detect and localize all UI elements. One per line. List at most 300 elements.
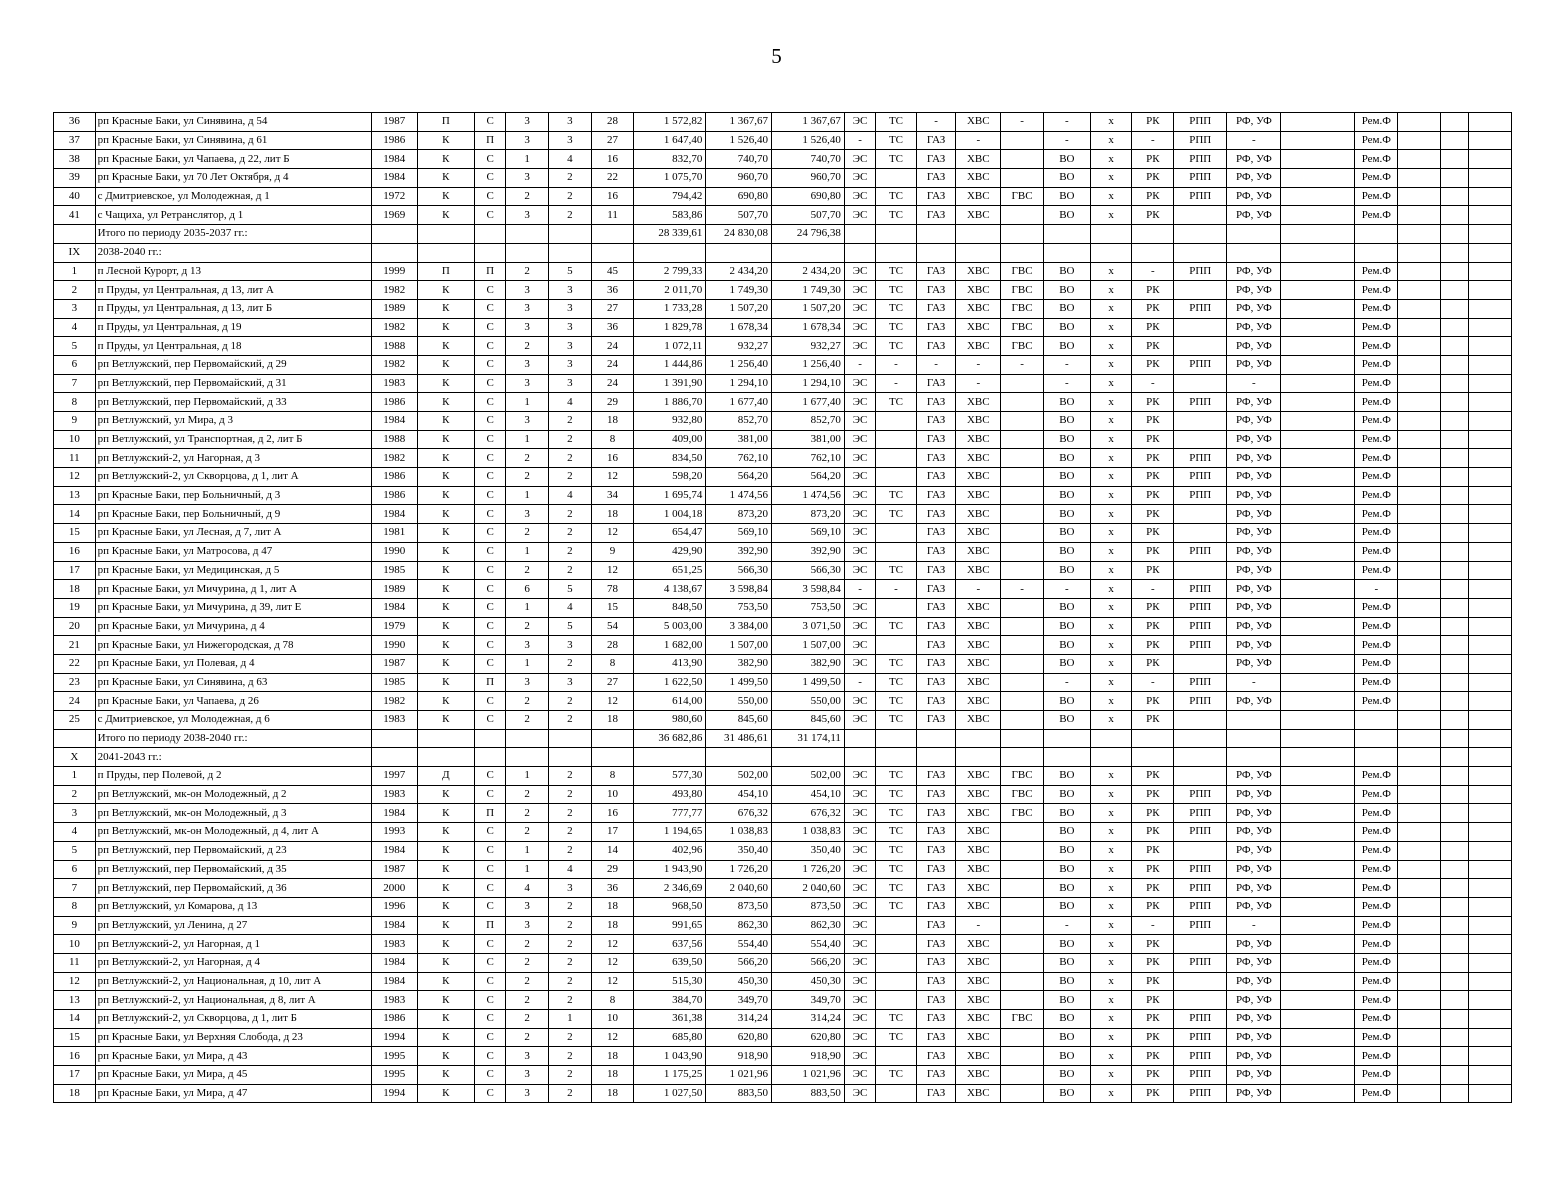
table-cell bbox=[1001, 374, 1044, 393]
table-cell: ХВС bbox=[956, 841, 1001, 860]
table-cell: ВО bbox=[1043, 150, 1090, 169]
table-cell bbox=[1001, 972, 1044, 991]
table-cell bbox=[1398, 767, 1441, 786]
table-row bbox=[54, 131, 1512, 150]
table-cell: ГАЗ bbox=[916, 785, 956, 804]
table-cell: 2 bbox=[548, 841, 591, 860]
table-cell: 12 bbox=[54, 972, 96, 991]
table-cell bbox=[1090, 729, 1132, 748]
table-cell bbox=[876, 935, 917, 954]
table-cell: 1995 bbox=[371, 1047, 417, 1066]
table-cell: ГВС bbox=[1001, 804, 1044, 823]
table-cell: РФ, УФ bbox=[1227, 262, 1281, 281]
table-cell: Рем.Ф bbox=[1355, 505, 1398, 524]
table-cell bbox=[1440, 804, 1468, 823]
table-cell bbox=[844, 243, 875, 262]
table-cell: 4 bbox=[548, 486, 591, 505]
table-cell: К bbox=[417, 299, 474, 318]
table-cell: рп Красные Баки, пер Больничный, д 3 bbox=[95, 486, 371, 505]
table-cell: ГАЗ bbox=[916, 542, 956, 561]
table-cell: 1983 bbox=[371, 935, 417, 954]
table-cell bbox=[1440, 1010, 1468, 1029]
table-cell: К bbox=[417, 636, 474, 655]
table-cell bbox=[1469, 916, 1512, 935]
table-cell: ЭС bbox=[844, 169, 875, 188]
table-cell: РК bbox=[1132, 841, 1174, 860]
table-cell: - bbox=[1132, 374, 1174, 393]
table-cell: 852,70 bbox=[771, 412, 844, 431]
table-cell bbox=[1174, 430, 1227, 449]
table-cell: ГАЗ bbox=[916, 374, 956, 393]
table-cell: ГАЗ bbox=[916, 598, 956, 617]
table-cell: ХВС bbox=[956, 206, 1001, 225]
table-cell: ТС bbox=[876, 486, 917, 505]
table-cell: 932,80 bbox=[634, 412, 706, 431]
table-cell: ГАЗ bbox=[916, 318, 956, 337]
table-cell: 1 507,20 bbox=[706, 299, 772, 318]
table-cell: 1 572,82 bbox=[634, 113, 706, 132]
table-cell: 3 bbox=[548, 318, 591, 337]
table-cell: Рем.Ф bbox=[1355, 131, 1398, 150]
table-cell bbox=[1281, 206, 1355, 225]
table-cell: Рем.Ф bbox=[1355, 860, 1398, 879]
table-cell: 15 bbox=[591, 598, 634, 617]
table-cell bbox=[1001, 1084, 1044, 1103]
table-cell: ХВС bbox=[956, 711, 1001, 730]
table-cell: С bbox=[475, 879, 506, 898]
table-cell bbox=[1281, 542, 1355, 561]
table-cell: РФ, УФ bbox=[1227, 542, 1281, 561]
table-cell: К bbox=[417, 1047, 474, 1066]
table-cell: 1 bbox=[506, 150, 549, 169]
table-cell: ГАЗ bbox=[916, 486, 956, 505]
table-cell: 1 367,67 bbox=[771, 113, 844, 132]
table-cell: 15 bbox=[54, 524, 96, 543]
table-cell: РПП bbox=[1174, 897, 1227, 916]
table-cell bbox=[1469, 1066, 1512, 1085]
table-cell: - bbox=[1227, 131, 1281, 150]
table-cell bbox=[1469, 113, 1512, 132]
table-cell: РПП bbox=[1174, 262, 1227, 281]
table-cell bbox=[876, 636, 917, 655]
table-cell: 11 bbox=[54, 953, 96, 972]
table-cell: П bbox=[475, 262, 506, 281]
table-cell: 1984 bbox=[371, 412, 417, 431]
table-cell bbox=[1398, 169, 1441, 188]
table-cell: ХВС bbox=[956, 169, 1001, 188]
table-cell bbox=[1440, 767, 1468, 786]
table-cell: с Дмитриевское, ул Молодежная, д 6 bbox=[95, 711, 371, 730]
table-cell bbox=[1469, 860, 1512, 879]
table-cell: П bbox=[475, 804, 506, 823]
table-cell: ВО bbox=[1043, 860, 1090, 879]
table-cell: ХВС bbox=[956, 654, 1001, 673]
table-cell: 740,70 bbox=[706, 150, 772, 169]
table-cell: Рем.Ф bbox=[1355, 262, 1398, 281]
table-cell bbox=[1227, 243, 1281, 262]
table-cell: 620,80 bbox=[771, 1028, 844, 1047]
table-cell: 454,10 bbox=[771, 785, 844, 804]
table-cell: 361,38 bbox=[634, 1010, 706, 1029]
table-cell: РПП bbox=[1174, 355, 1227, 374]
table-cell: 27 bbox=[591, 673, 634, 692]
table-cell: 7 bbox=[54, 879, 96, 898]
table-cell: ТС bbox=[876, 281, 917, 300]
table-cell: х bbox=[1090, 860, 1132, 879]
table-cell: РФ, УФ bbox=[1227, 430, 1281, 449]
table-cell: ГАЗ bbox=[916, 1047, 956, 1066]
table-cell bbox=[1469, 617, 1512, 636]
table-cell: РФ, УФ bbox=[1227, 823, 1281, 842]
table-cell: ГАЗ bbox=[916, 430, 956, 449]
table-cell: 550,00 bbox=[771, 692, 844, 711]
table-cell bbox=[371, 225, 417, 244]
table-cell bbox=[916, 225, 956, 244]
table-cell bbox=[1281, 654, 1355, 673]
table-cell bbox=[1398, 1066, 1441, 1085]
table-cell: х bbox=[1090, 505, 1132, 524]
table-cell: РФ, УФ bbox=[1227, 561, 1281, 580]
table-row bbox=[54, 654, 1512, 673]
table-cell bbox=[1398, 841, 1441, 860]
table-cell: 1 391,90 bbox=[634, 374, 706, 393]
table-cell: 1 bbox=[506, 767, 549, 786]
table-cell bbox=[1469, 374, 1512, 393]
table-cell: рп Красные Баки, ул Мичурина, д 39, лит Е bbox=[95, 598, 371, 617]
table-cell bbox=[548, 748, 591, 767]
table-cell: 1982 bbox=[371, 281, 417, 300]
table-cell: ГАЗ bbox=[916, 281, 956, 300]
table-cell bbox=[548, 729, 591, 748]
table-cell: IX bbox=[54, 243, 96, 262]
table-cell: 2 bbox=[506, 262, 549, 281]
table-cell: С bbox=[475, 636, 506, 655]
table-cell: 14 bbox=[54, 505, 96, 524]
table-cell: 1 bbox=[54, 262, 96, 281]
table-cell: ГАЗ bbox=[916, 692, 956, 711]
table-cell: 23 bbox=[54, 673, 96, 692]
table-cell: С bbox=[475, 1066, 506, 1085]
table-cell: х bbox=[1090, 412, 1132, 431]
table-cell: 566,20 bbox=[706, 953, 772, 972]
table-cell: 794,42 bbox=[634, 187, 706, 206]
table-cell: К bbox=[417, 692, 474, 711]
table-cell: С bbox=[475, 1084, 506, 1103]
table-cell: ХВС bbox=[956, 879, 1001, 898]
table-cell: ЭС bbox=[844, 897, 875, 916]
table-cell: 583,86 bbox=[634, 206, 706, 225]
table-cell: 515,30 bbox=[634, 972, 706, 991]
table-row bbox=[54, 355, 1512, 374]
table-cell: 3 bbox=[548, 337, 591, 356]
table-row bbox=[54, 897, 1512, 916]
table-cell bbox=[1398, 486, 1441, 505]
table-cell: ГАЗ bbox=[916, 804, 956, 823]
table-cell: Рем.Ф bbox=[1355, 823, 1398, 842]
table-cell: ГАЗ bbox=[916, 262, 956, 281]
table-cell bbox=[1174, 225, 1227, 244]
table-cell: 834,50 bbox=[634, 449, 706, 468]
table-cell: РК bbox=[1132, 281, 1174, 300]
table-cell: 9 bbox=[54, 412, 96, 431]
table-cell: РК bbox=[1132, 1047, 1174, 1066]
table-cell bbox=[1281, 262, 1355, 281]
table-cell: 1984 bbox=[371, 598, 417, 617]
table-cell bbox=[1469, 505, 1512, 524]
table-cell: п Пруды, ул Центральная, д 13, лит А bbox=[95, 281, 371, 300]
table-cell: РК bbox=[1132, 785, 1174, 804]
table-cell: ТС bbox=[876, 206, 917, 225]
table-cell: х bbox=[1090, 430, 1132, 449]
table-cell: К bbox=[417, 449, 474, 468]
table-cell: 54 bbox=[591, 617, 634, 636]
table-cell: 1 726,20 bbox=[771, 860, 844, 879]
table-cell: 18 bbox=[591, 505, 634, 524]
table-cell: 1 733,28 bbox=[634, 299, 706, 318]
table-cell: 14 bbox=[591, 841, 634, 860]
table-cell: 17 bbox=[54, 1066, 96, 1085]
table-cell bbox=[1469, 953, 1512, 972]
table-cell: 873,50 bbox=[771, 897, 844, 916]
table-cell: ВО bbox=[1043, 486, 1090, 505]
table-cell: 3 bbox=[506, 169, 549, 188]
table-cell bbox=[1398, 374, 1441, 393]
table-cell: С bbox=[475, 468, 506, 487]
table-cell: ВО bbox=[1043, 1066, 1090, 1085]
table-cell: 1 038,83 bbox=[706, 823, 772, 842]
table-cell bbox=[1001, 225, 1044, 244]
table-cell: К bbox=[417, 1028, 474, 1047]
table-cell: 6 bbox=[506, 580, 549, 599]
table-row bbox=[54, 299, 1512, 318]
table-cell: РФ, УФ bbox=[1227, 580, 1281, 599]
table-cell bbox=[876, 468, 917, 487]
table-cell bbox=[1440, 953, 1468, 972]
table-row bbox=[54, 636, 1512, 655]
table-cell: ХВС bbox=[956, 598, 1001, 617]
table-cell: 382,90 bbox=[771, 654, 844, 673]
table-cell: 3 bbox=[506, 131, 549, 150]
table-cell: ЭС bbox=[844, 1047, 875, 1066]
table-cell: С bbox=[475, 580, 506, 599]
table-cell bbox=[1174, 935, 1227, 954]
table-cell: Рем.Ф bbox=[1355, 113, 1398, 132]
table-cell: ГВС bbox=[1001, 767, 1044, 786]
table-cell: 2 bbox=[548, 524, 591, 543]
table-cell bbox=[1355, 243, 1398, 262]
table-cell: ВО bbox=[1043, 542, 1090, 561]
table-row bbox=[54, 673, 1512, 692]
table-cell: 15 bbox=[54, 1028, 96, 1047]
table-cell: 1 bbox=[54, 767, 96, 786]
table-cell: С bbox=[475, 841, 506, 860]
table-cell bbox=[1001, 430, 1044, 449]
table-cell: РПП bbox=[1174, 468, 1227, 487]
table-cell: ХВС bbox=[956, 468, 1001, 487]
table-cell: 18 bbox=[591, 1066, 634, 1085]
table-cell bbox=[1440, 654, 1468, 673]
table-cell: ВО bbox=[1043, 1084, 1090, 1103]
table-cell: РФ, УФ bbox=[1227, 150, 1281, 169]
table-cell: 1984 bbox=[371, 804, 417, 823]
table-cell: 38 bbox=[54, 150, 96, 169]
table-cell: 1983 bbox=[371, 711, 417, 730]
table-cell: 1999 bbox=[371, 262, 417, 281]
table-cell: 2 bbox=[548, 1028, 591, 1047]
table-cell: ХВС bbox=[956, 430, 1001, 449]
table-cell: 8 bbox=[591, 767, 634, 786]
table-cell: 9 bbox=[591, 542, 634, 561]
table-cell: ЭС bbox=[844, 972, 875, 991]
table-cell bbox=[1281, 393, 1355, 412]
table-cell bbox=[1132, 729, 1174, 748]
table-cell: К bbox=[417, 711, 474, 730]
table-cell: ГАЗ bbox=[916, 393, 956, 412]
table-cell: 10 bbox=[591, 785, 634, 804]
table-row bbox=[54, 206, 1512, 225]
table-cell: рп Ветлужский, ул Транспортная, д 2, лит Б bbox=[95, 430, 371, 449]
table-cell: РФ, УФ bbox=[1227, 318, 1281, 337]
table-cell: 2 bbox=[548, 804, 591, 823]
table-cell bbox=[1398, 897, 1441, 916]
table-cell bbox=[844, 748, 875, 767]
table-cell bbox=[1043, 748, 1090, 767]
table-cell: РК bbox=[1132, 692, 1174, 711]
table-cell bbox=[1281, 187, 1355, 206]
table-cell: 1994 bbox=[371, 1028, 417, 1047]
table-cell: - bbox=[844, 673, 875, 692]
table-cell bbox=[916, 243, 956, 262]
table-cell bbox=[1001, 879, 1044, 898]
table-cell: х bbox=[1090, 113, 1132, 132]
table-cell bbox=[1440, 823, 1468, 842]
table-cell: ВО bbox=[1043, 617, 1090, 636]
table-cell bbox=[1469, 823, 1512, 842]
table-cell: 1979 bbox=[371, 617, 417, 636]
table-cell bbox=[1281, 355, 1355, 374]
table-cell bbox=[1440, 393, 1468, 412]
table-cell: РПП bbox=[1174, 692, 1227, 711]
table-cell bbox=[1281, 131, 1355, 150]
table-cell bbox=[1398, 206, 1441, 225]
table-cell: ВО bbox=[1043, 561, 1090, 580]
table-cell: К bbox=[417, 318, 474, 337]
table-cell: х bbox=[1090, 299, 1132, 318]
table-cell: 1989 bbox=[371, 580, 417, 599]
table-cell: ХВС bbox=[956, 449, 1001, 468]
table-cell: х bbox=[1090, 206, 1132, 225]
table-cell: п Пруды, пер Полевой, д 2 bbox=[95, 767, 371, 786]
table-cell bbox=[1174, 318, 1227, 337]
table-cell bbox=[1469, 692, 1512, 711]
table-cell: 1985 bbox=[371, 673, 417, 692]
table-cell: 12 bbox=[591, 1028, 634, 1047]
table-cell: ТС bbox=[876, 299, 917, 318]
table-cell bbox=[1281, 729, 1355, 748]
table-cell: ХВС bbox=[956, 187, 1001, 206]
table-cell bbox=[1174, 243, 1227, 262]
table-cell bbox=[1398, 916, 1441, 935]
table-cell bbox=[1440, 1047, 1468, 1066]
table-cell: РК bbox=[1132, 412, 1174, 431]
table-cell: Рем.Ф bbox=[1355, 767, 1398, 786]
table-cell: РК bbox=[1132, 486, 1174, 505]
table-cell bbox=[1440, 337, 1468, 356]
table-cell: ГАЗ bbox=[916, 169, 956, 188]
table-cell bbox=[876, 169, 917, 188]
table-cell: Рем.Ф bbox=[1355, 561, 1398, 580]
table-cell bbox=[1281, 1010, 1355, 1029]
table-cell bbox=[1355, 748, 1398, 767]
table-cell: 3 bbox=[548, 355, 591, 374]
table-cell: С bbox=[475, 935, 506, 954]
table-cell: 598,20 bbox=[634, 468, 706, 487]
table-row bbox=[54, 785, 1512, 804]
table-cell: ЭС bbox=[844, 449, 875, 468]
table-cell bbox=[1440, 879, 1468, 898]
table-cell: 350,40 bbox=[706, 841, 772, 860]
table-cell: ЭС bbox=[844, 150, 875, 169]
table-cell bbox=[1398, 225, 1441, 244]
table-cell: ХВС bbox=[956, 1066, 1001, 1085]
table-cell: К bbox=[417, 673, 474, 692]
table-cell: ЭС bbox=[844, 206, 875, 225]
table-cell bbox=[506, 748, 549, 767]
table-cell: ВО bbox=[1043, 430, 1090, 449]
table-cell: П bbox=[417, 262, 474, 281]
table-cell: 1 bbox=[506, 393, 549, 412]
table-cell: 2000 bbox=[371, 879, 417, 898]
table-cell: 18 bbox=[591, 916, 634, 935]
table-row bbox=[54, 449, 1512, 468]
table-row bbox=[54, 337, 1512, 356]
table-cell: рп Красные Баки, ул Мира, д 47 bbox=[95, 1084, 371, 1103]
table-cell: 20 bbox=[54, 617, 96, 636]
table-cell: 1 474,56 bbox=[706, 486, 772, 505]
table-cell bbox=[1469, 337, 1512, 356]
table-cell: ХВС bbox=[956, 299, 1001, 318]
table-cell bbox=[876, 972, 917, 991]
table-cell: РПП bbox=[1174, 804, 1227, 823]
table-cell bbox=[1469, 935, 1512, 954]
table-cell: 24 830,08 bbox=[706, 225, 772, 244]
table-cell bbox=[1469, 785, 1512, 804]
table-cell: 2 bbox=[548, 823, 591, 842]
table-cell: Итого по периоду 2038-2040 гг.: bbox=[95, 729, 371, 748]
table-cell: ХВС bbox=[956, 318, 1001, 337]
table-cell: ТС bbox=[876, 505, 917, 524]
table-cell bbox=[1281, 841, 1355, 860]
table-cell: - bbox=[956, 374, 1001, 393]
table-cell: 832,70 bbox=[634, 150, 706, 169]
table-cell: 402,96 bbox=[634, 841, 706, 860]
table-cell: 2 434,20 bbox=[771, 262, 844, 281]
table-cell: ВО bbox=[1043, 711, 1090, 730]
table-cell: х bbox=[1090, 561, 1132, 580]
table-cell: 4 bbox=[54, 318, 96, 337]
table-cell: ТС bbox=[876, 823, 917, 842]
table-cell: 2 bbox=[506, 561, 549, 580]
table-cell: С bbox=[475, 711, 506, 730]
table-cell: 450,30 bbox=[771, 972, 844, 991]
table-cell bbox=[1001, 841, 1044, 860]
table-cell: 2 bbox=[548, 711, 591, 730]
table-cell bbox=[1469, 879, 1512, 898]
table-cell bbox=[1132, 748, 1174, 767]
table-cell: Рем.Ф bbox=[1355, 598, 1398, 617]
table-cell: ЭС bbox=[844, 524, 875, 543]
table-cell: 2 799,33 bbox=[634, 262, 706, 281]
